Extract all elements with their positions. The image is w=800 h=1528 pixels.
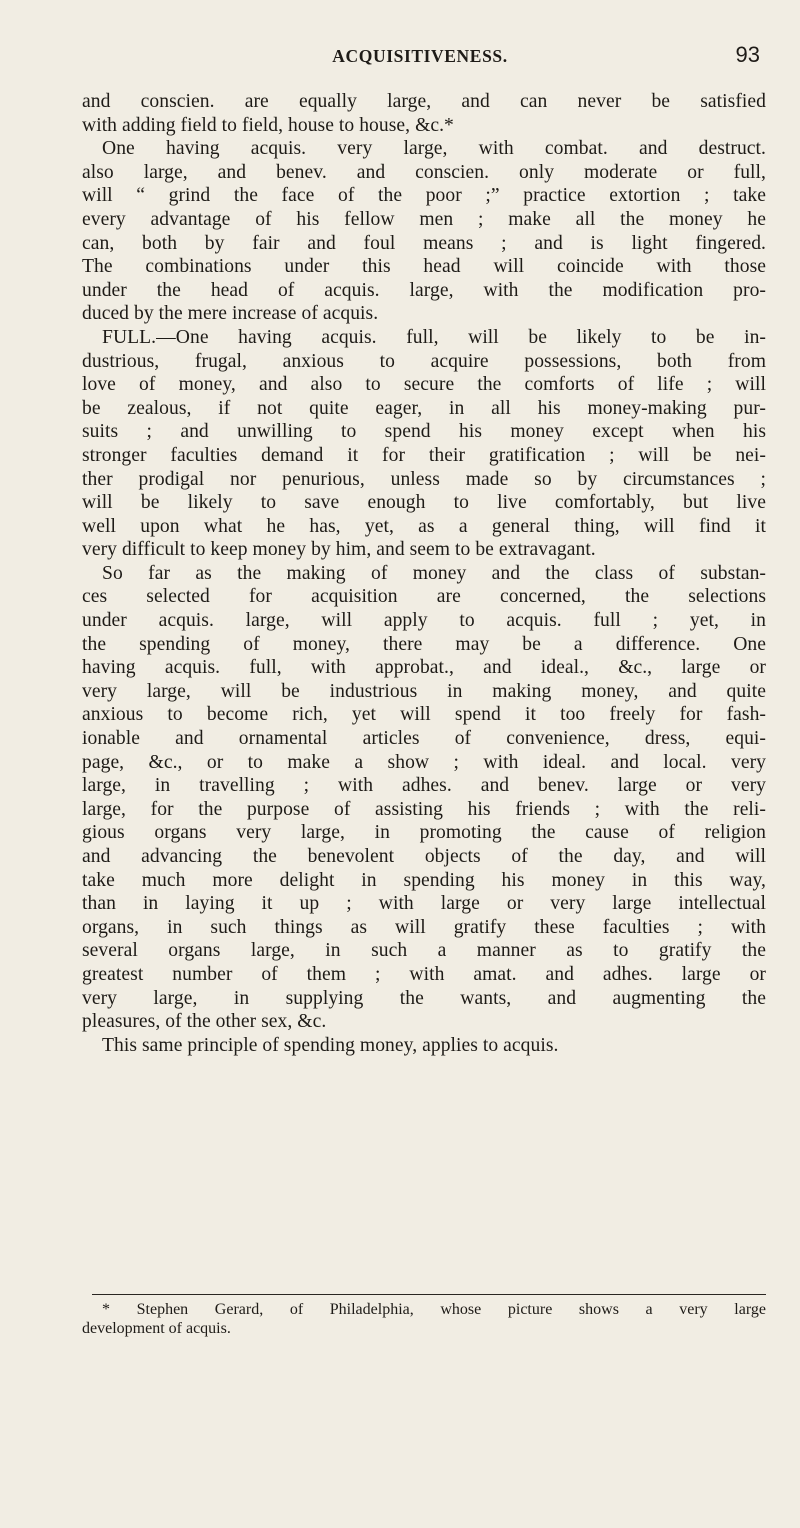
- text-line: large, for the purpose of assisting his friends ; with the reli-: [82, 798, 766, 820]
- text-line: organs, in such things as will gratify these faculties ; with: [82, 916, 766, 938]
- text-line: also large, and benev. and conscien. only moderate or full,: [82, 161, 766, 183]
- text-line: will be likely to save enough to live comfortably, but live: [82, 492, 766, 514]
- text-line: duced by the mere increase of acquis.: [82, 303, 379, 325]
- text-line: large, in travelling ; with adhes. and benev. large or very: [82, 775, 766, 797]
- text-line: stronger faculties demand it for their gratification ; will be nei-: [82, 444, 766, 466]
- text-line: and advancing the benevolent objects of the day, and will: [82, 846, 766, 867]
- text-line: FULL.—One having acquis. full, will be likely to be in-: [102, 326, 766, 348]
- page-number: 93: [735, 42, 760, 67]
- text-line: love of money, and also to secure the comforts of life ; will: [82, 374, 766, 396]
- text-line: can, both by fair and foul means ; and is light fingered.: [82, 232, 766, 254]
- text-line: than in laying it up ; with large or very large intellectual: [82, 893, 766, 915]
- text-line: One having acquis. very large, with combat. and destruct.: [102, 138, 766, 160]
- text-line: under the head of acquis. large, with the modification pro-: [82, 279, 766, 301]
- text-line: under acquis. large, will apply to acquis. full ; yet, in: [82, 610, 766, 632]
- text-line: ther prodigal nor penurious, unless made so by circumstances ;: [82, 468, 766, 490]
- footnote-line: * Stephen Gerard, of Philadelphia, whose picture shows a very large: [102, 1301, 766, 1318]
- text-line: anxious to become rich, yet will spend it too freely for fash-: [82, 704, 766, 726]
- running-header: [80, 42, 760, 72]
- text-line: very large, will be industrious in making money, and quite: [82, 680, 766, 702]
- text-line: well upon what he has, yet, as a general thing, will find it: [82, 515, 766, 537]
- text-line: greatest number of them ; with amat. and adhes. large or: [82, 963, 766, 985]
- text-line: several organs large, in such a manner as to gratify the: [82, 940, 766, 962]
- text-line: page, &c., or to make a show ; with ideal. and local. very: [82, 751, 766, 773]
- footnote: [82, 1300, 766, 1338]
- text-line: dustrious, frugal, anxious to acquire possessions, both from: [82, 350, 766, 372]
- text-line: very difficult to keep money by him, and seem to be extravagant.: [82, 539, 596, 561]
- text-line: This same principle of spending money, applies to acquis.: [102, 1034, 559, 1056]
- running-title: ACQUISITIVENESS.: [332, 46, 508, 66]
- text-line: take much more delight in spending his money in this way,: [82, 869, 766, 891]
- body-text: [82, 90, 766, 1057]
- text-line: So far as the making of money and the class of substan-: [102, 562, 766, 584]
- text-line: suits ; and unwilling to spend his money except when his: [82, 421, 766, 443]
- text-line: having acquis. full, with approbat., and ideal., &c., large or: [82, 657, 766, 679]
- text-line: with adding field to field, house to house, &c.*: [82, 114, 454, 136]
- text-line: and conscien. are equally large, and can never be satisfied: [82, 91, 766, 112]
- footnote-divider: [92, 1294, 766, 1295]
- text-line: pleasures, of the other sex, &c.: [82, 1011, 327, 1033]
- text-line: ionable and ornamental articles of convenience, dress, equi-: [82, 728, 766, 750]
- text-line: every advantage of his fellow men ; make all the money he: [82, 208, 766, 230]
- text-line: be zealous, if not quite eager, in all his money-making pur-: [82, 397, 766, 419]
- text-line: the spending of money, there may be a difference. One: [82, 633, 766, 655]
- text-line: very large, in supplying the wants, and augmenting the: [82, 987, 766, 1009]
- text-line: will “ grind the face of the poor ;” practice extortion ; take: [82, 185, 766, 207]
- footnote-line: development of acquis.: [82, 1320, 231, 1337]
- text-line: ces selected for acquisition are concerned, the selections: [82, 586, 766, 608]
- text-line: The combinations under this head will coincide with those: [82, 256, 766, 278]
- text-line: gious organs very large, in promoting the cause of religion: [82, 822, 766, 844]
